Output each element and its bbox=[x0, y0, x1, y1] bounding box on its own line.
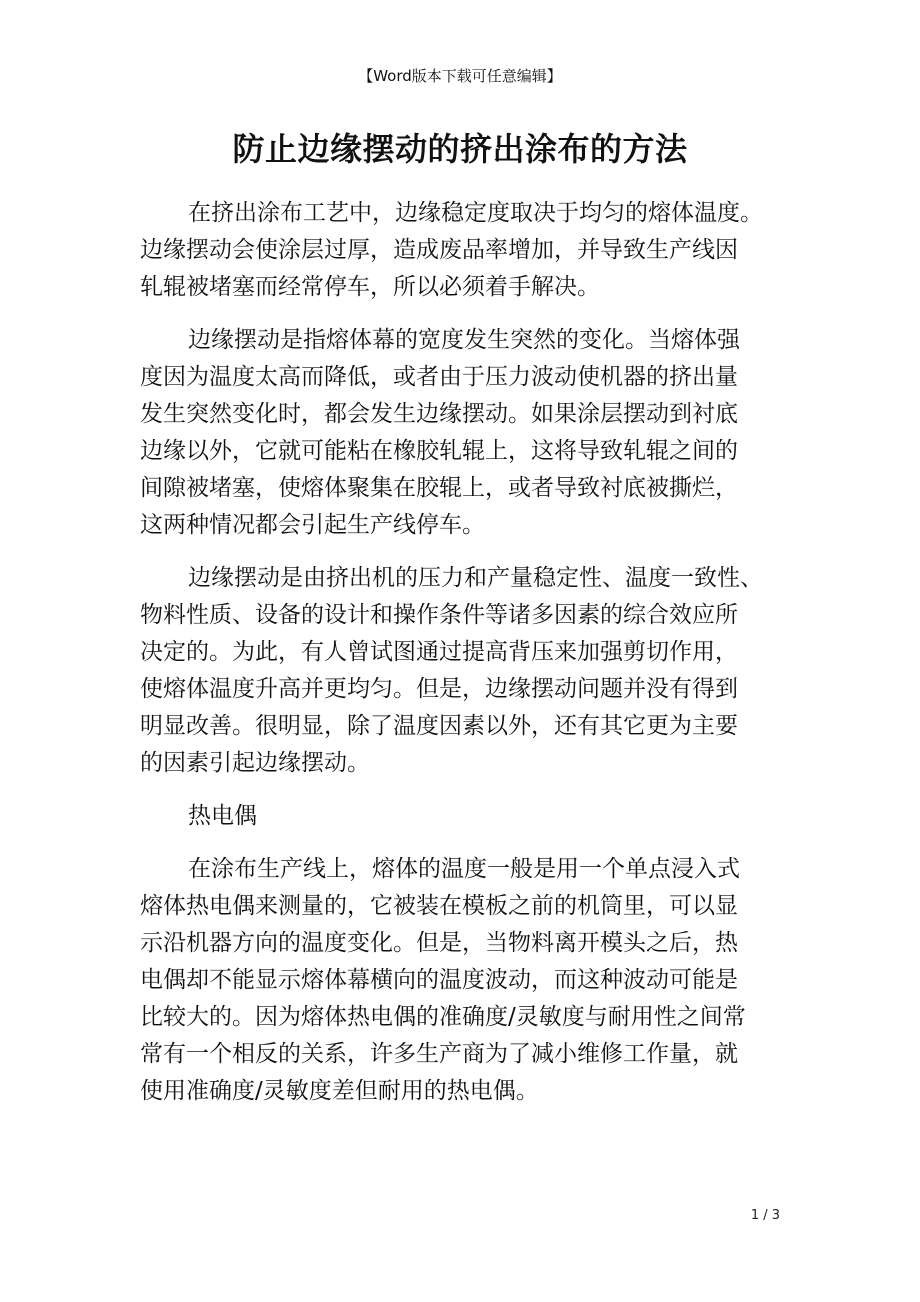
paragraph-line: 常有一个相反的关系，许多生产商为了减小维修工作量，就 bbox=[140, 1041, 738, 1067]
paragraph-line: 物料性质、设备的设计和操作条件等诸多因素的综合效应所 bbox=[140, 602, 738, 628]
paragraph-line: 发生突然变化时，都会发生边缘摆动。如果涂层摆动到衬底 bbox=[140, 401, 738, 427]
section-heading-thermocouple bbox=[140, 798, 790, 835]
paragraph-line: 熔体热电偶来测量的，它被装在模板之前的机筒里，可以显 bbox=[140, 893, 738, 919]
page-number: 1 / 3 bbox=[750, 1208, 780, 1223]
paragraph-line: 间隙被堵塞，使熔体聚集在胶辊上，或者导致衬底被撕烂， bbox=[140, 475, 738, 501]
paragraph-definition bbox=[140, 322, 790, 544]
paragraph-line: 度因为温度太高而降低，或者由于压力波动使机器的挤出量 bbox=[140, 364, 738, 390]
paragraph-intro bbox=[140, 195, 790, 306]
section-heading-text: 热电偶 bbox=[188, 803, 257, 829]
paragraph-line: 比较大的。因为熔体热电偶的准确度/灵敏度与耐用性之间常 bbox=[140, 1004, 746, 1030]
paragraph-line: 明显改善。很明显，除了温度因素以外，还有其它更为主要 bbox=[140, 713, 738, 739]
header-note: 【Word版本下载可任意编辑】 bbox=[358, 67, 562, 85]
paragraph-line: 电偶却不能显示熔体幕横向的温度波动，而这种波动可能是 bbox=[140, 967, 738, 993]
paragraph-line: 示沿机器方向的温度变化。但是，当物料离开模头之后，热 bbox=[140, 930, 738, 956]
paragraph-line: 边缘摆动是由挤出机的压力和产量稳定性、温度一致性、 bbox=[188, 565, 763, 591]
paragraph-thermocouple bbox=[140, 851, 790, 1110]
paragraph-line: 轧辊被堵塞而经常停车，所以必须着手解决。 bbox=[140, 274, 600, 300]
document-body bbox=[140, 195, 790, 1126]
paragraph-line: 边缘摆动是指熔体幕的宽度发生突然的变化。当熔体强 bbox=[188, 327, 740, 353]
paragraph-line: 在涂布生产线上，熔体的温度一般是用一个单点浸入式 bbox=[188, 856, 740, 882]
paragraph-line: 的因素引起边缘摆动。 bbox=[140, 750, 370, 776]
paragraph-line: 边缘摆动会使涂层过厚，造成废品率增加，并导致生产线因 bbox=[140, 237, 738, 263]
paragraph-line: 使用准确度/灵敏度差但耐用的热电偶。 bbox=[140, 1078, 539, 1104]
paragraph-line: 边缘以外，它就可能粘在橡胶轧辊上，这将导致轧辊之间的 bbox=[140, 438, 738, 464]
paragraph-line: 决定的。为此，有人曾试图通过提高背压来加强剪切作用， bbox=[140, 639, 738, 665]
paragraph-line: 在挤出涂布工艺中，边缘稳定度取决于均匀的熔体温度。 bbox=[188, 200, 763, 226]
paragraph-line: 这两种情况都会引起生产线停车。 bbox=[140, 512, 485, 538]
paragraph-line: 使熔体温度升高并更均匀。但是，边缘摆动问题并没有得到 bbox=[140, 676, 738, 702]
document-title: 防止边缘摆动的挤出涂布的方法 bbox=[232, 130, 688, 168]
paragraph-causes bbox=[140, 560, 790, 782]
